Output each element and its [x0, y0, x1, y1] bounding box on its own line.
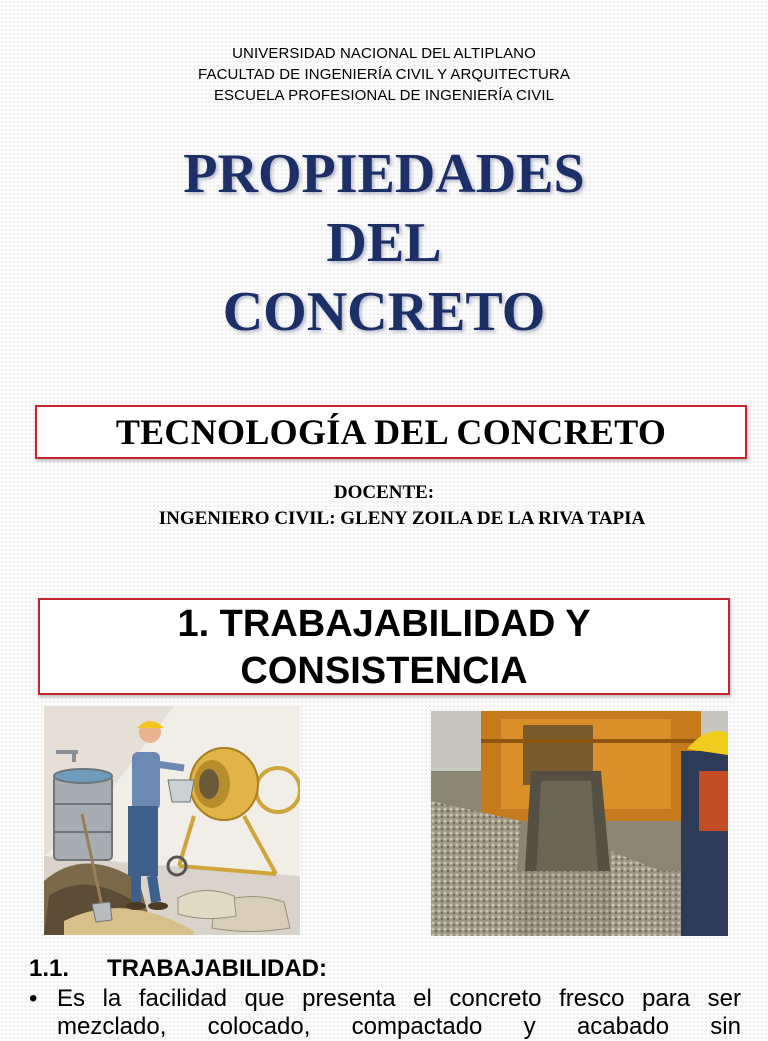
subsection-number: 1.1. [29, 955, 70, 982]
bullet-paragraph [29, 985, 741, 1041]
faculty-name: FACULTAD DE INGENIERÍA CIVIL Y ARQUITECTURA [198, 66, 570, 83]
docente-block [0, 480, 768, 532]
docente-name: INGENIERO CIVIL: GLENY ZOILA DE LA RIVA TAPIA [158, 508, 646, 529]
section-heading-line-1: 1. TRABAJABILIDAD Y [177, 603, 591, 645]
subsection-heading [29, 955, 327, 983]
title-line-1: PROPIEDADES [183, 143, 585, 205]
paragraph-text: Es la facilidad que presenta el concreto fresco para ser mezclado, colocado, compactado y acabado sin [57, 985, 741, 1040]
subsection-title: TRABAJABILIDAD: [107, 955, 327, 982]
title-line-2: DEL [326, 212, 442, 274]
docente-label: DOCENTE: [333, 482, 435, 503]
title-line-3: CONCRETO [222, 281, 546, 343]
course-name: TECNOLOGÍA DEL CONCRETO [115, 412, 667, 452]
document-title [0, 140, 768, 347]
section-heading-box [38, 598, 730, 695]
bullet-icon: • [29, 985, 38, 1012]
university-name: UNIVERSIDAD NACIONAL DEL ALTIPLANO [232, 45, 536, 62]
school-name: ESCUELA PROFESIONAL DE INGENIERÍA CIVIL [213, 87, 555, 104]
worker-mixer-illustration [44, 706, 300, 935]
institution-header [0, 43, 768, 106]
section-heading-line-2: CONSISTENCIA [240, 650, 528, 692]
course-box [35, 405, 747, 459]
concrete-pour-photo [431, 711, 728, 936]
